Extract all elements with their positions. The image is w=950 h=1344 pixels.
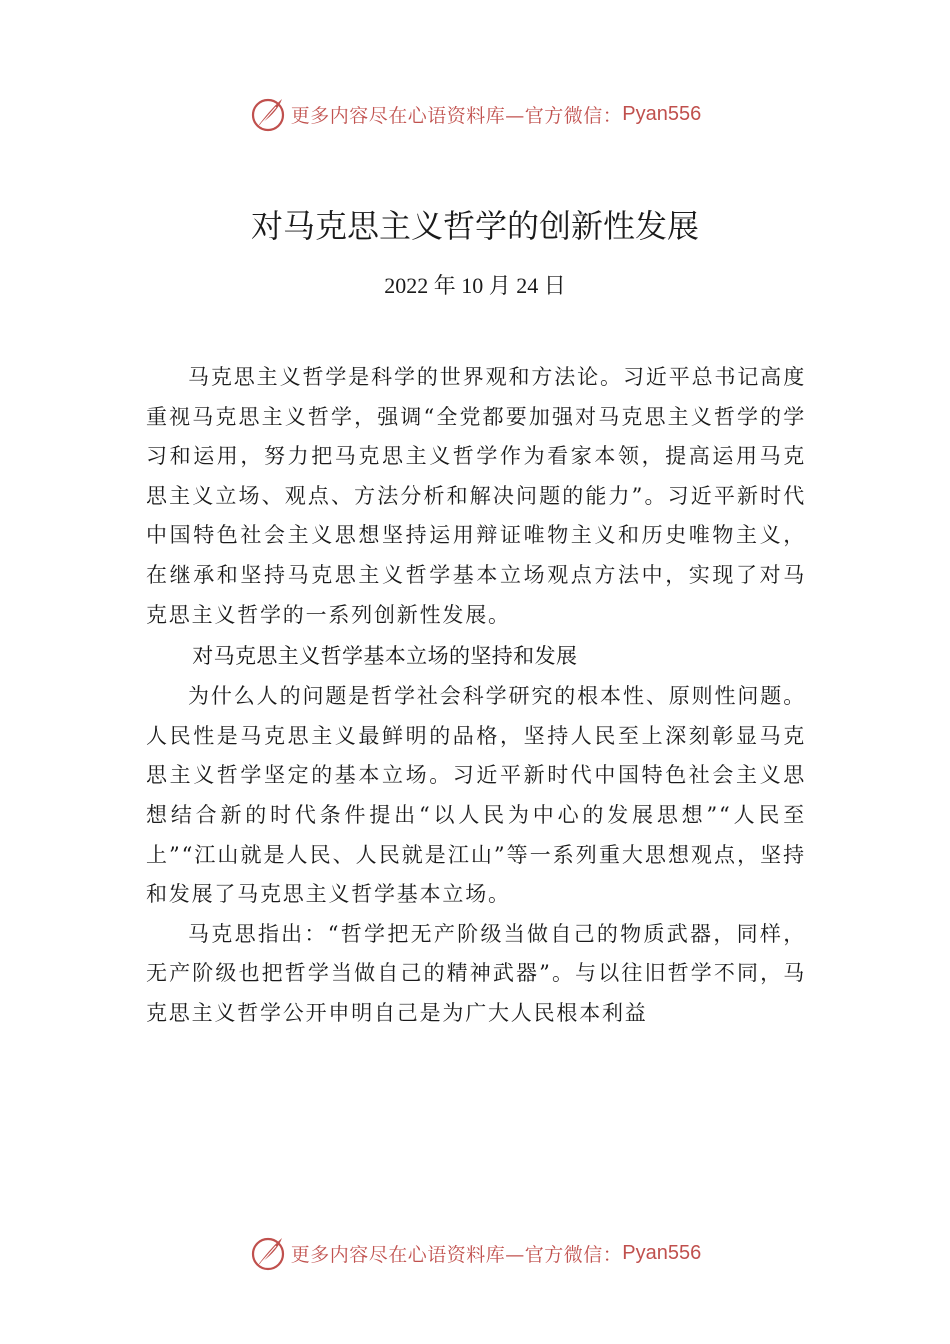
footer-banner-text: 更多内容尽在心语资料库—官方微信： (290, 1243, 623, 1266)
header-banner-text: 更多内容尽在心语资料库—官方微信： (290, 104, 623, 127)
section-paragraph-1: 为什么人的问题是哲学社会科学研究的根本性、原则性问题。人民性是马克思主义最鲜明的品格，坚持人民至上深刻彰显马克思主义哲学坚定的基本立场。习近平新时代中国特色社会主义思想结合新的时代条件提出“以人民为中心的发展思想”“人民至上”“江山就是人民、人民就是江山”等一系列重大思想观点，坚持和发展了马克思主义哲学基本立场。 (146, 684, 806, 907)
document-body (146, 358, 806, 1034)
section-heading: 对马克思主义哲学基本立场的坚持和发展 (192, 644, 578, 669)
footer-banner-wechat-id: Pyan556 (622, 1241, 702, 1264)
quill-logo-icon (249, 95, 287, 133)
document-date: 2022 年 10 月 24 日 (384, 273, 566, 298)
intro-paragraph: 马克思主义哲学是科学的世界观和方法论。习近平总书记高度重视马克思主义哲学，强调“全党都要加强对马克思主义哲学的学习和运用，努力把马克思主义哲学作为看家本领，提高运用马克思主义立场、观点、方法分析和解决问题的能力”。习近平新时代中国特色社会主义思想坚持运用辩证唯物主义和历史唯物主义，在继承和坚持马克思主义哲学基本立场观点方法中，实现了对马克思主义哲学的一系列创新性发展。 (146, 365, 806, 627)
section-paragraph-2: 马克思指出：“哲学把无产阶级当做自己的物质武器，同样，无产阶级也把哲学当做自己的精神武器”。与以往旧哲学不同，马克思主义哲学公开申明自己是为广大人民根本利益 (146, 921, 806, 1025)
header-banner-wechat-id: Pyan556 (622, 102, 702, 125)
quill-logo-icon (249, 1234, 287, 1272)
document-title: 对马克思主义哲学的创新性发展 (250, 207, 699, 245)
header-banner (0, 92, 950, 136)
footer-banner (0, 1231, 950, 1275)
